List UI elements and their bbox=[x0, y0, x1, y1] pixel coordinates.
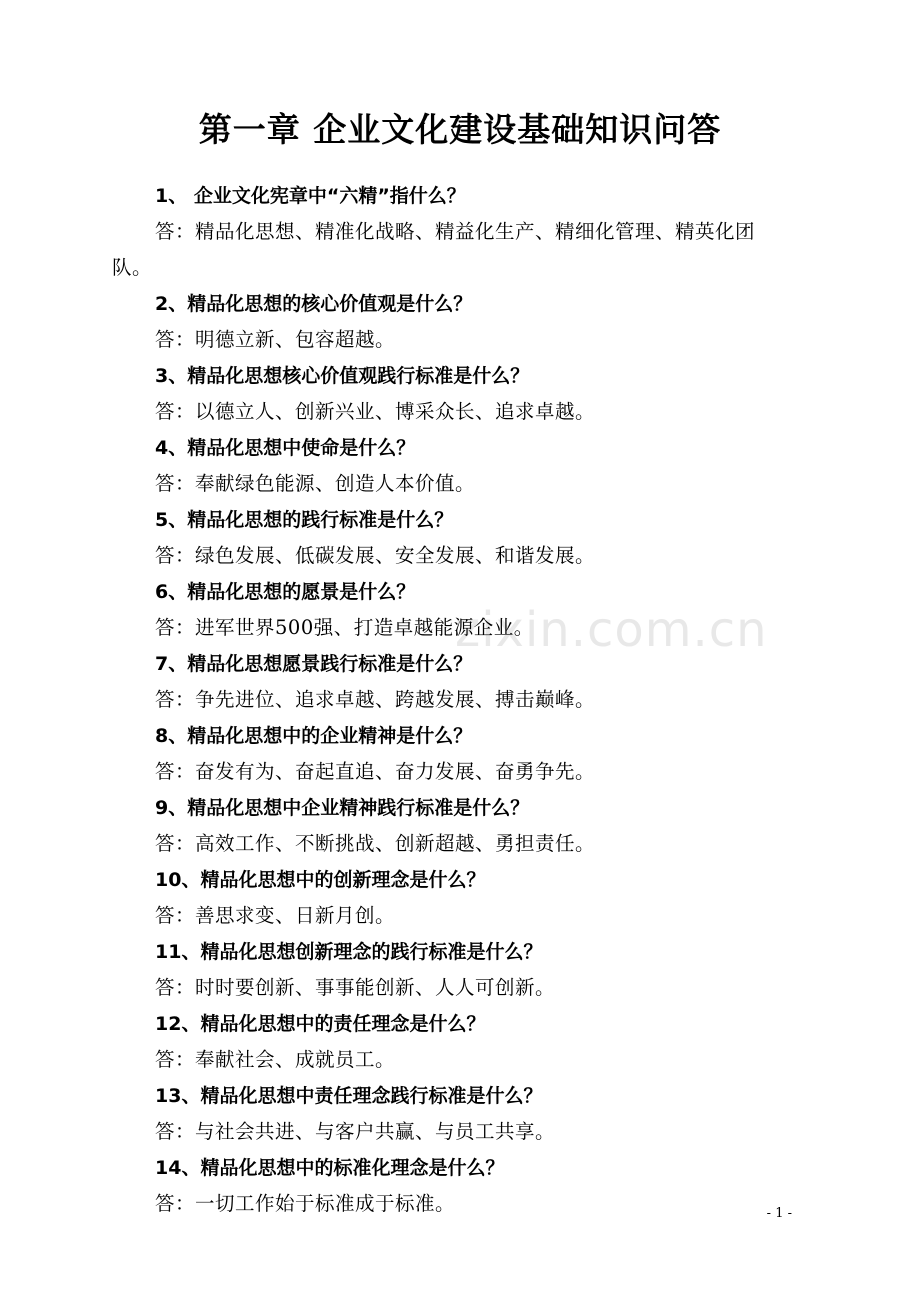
answer-12: 答：奉献社会、成就员工。 bbox=[155, 1048, 396, 1071]
question-11: 11、精品化思想创新理念的践行标准是什么？ bbox=[155, 941, 543, 963]
question-5: 5、精品化思想的践行标准是什么？ bbox=[155, 509, 454, 531]
question-13: 13、精品化思想中责任理念践行标准是什么？ bbox=[155, 1085, 543, 1107]
answer-9: 答：高效工作、不断挑战、创新超越、勇担责任。 bbox=[155, 832, 596, 855]
answer-13: 答：与社会共进、与客户共赢、与员工共享。 bbox=[155, 1120, 556, 1143]
question-4: 4、精品化思想中使命是什么？ bbox=[155, 437, 416, 459]
question-7: 7、精品化思想愿景践行标准是什么？ bbox=[155, 653, 473, 675]
answer-11: 答：时时要创新、事事能创新、人人可创新。 bbox=[155, 976, 556, 999]
answer-6: 答：进军世界500强、打造卓越能源企业。 bbox=[155, 616, 534, 639]
question-10: 10、精品化思想中的创新理念是什么？ bbox=[155, 869, 486, 891]
answer-2: 答：明德立新、包容超越。 bbox=[155, 328, 396, 351]
question-8: 8、精品化思想中的企业精神是什么？ bbox=[155, 725, 473, 747]
answer-1-line-1: 答：精品化思想、精准化战略、精益化生产、精细化管理、精英化团 bbox=[155, 220, 756, 243]
answer-1-line-2: 队。 bbox=[112, 256, 153, 279]
question-2: 2、精品化思想的核心价值观是什么？ bbox=[155, 293, 473, 315]
page-number: - 1 - bbox=[766, 1206, 792, 1221]
answer-3: 答：以德立人、创新兴业、博采众长、追求卓越。 bbox=[155, 400, 596, 423]
answer-14: 答：一切工作始于标准成于标准。 bbox=[155, 1192, 456, 1215]
answer-4: 答：奉献绿色能源、创造人本价值。 bbox=[155, 472, 476, 495]
question-12: 12、精品化思想中的责任理念是什么？ bbox=[155, 1013, 486, 1035]
answer-5: 答：绿色发展、低碳发展、安全发展、和谐发展。 bbox=[155, 544, 596, 567]
answer-7: 答：争先进位、追求卓越、跨越发展、搏击巅峰。 bbox=[155, 688, 596, 711]
question-14: 14、精品化思想中的标准化理念是什么？ bbox=[155, 1157, 505, 1179]
question-1: 1、 企业文化宪章中“六精”指什么？ bbox=[155, 185, 466, 207]
question-9: 9、精品化思想中企业精神践行标准是什么？ bbox=[155, 797, 530, 819]
watermark: zixin.com.cn bbox=[455, 602, 768, 658]
answer-10: 答：善思求变、日新月创。 bbox=[155, 904, 396, 927]
page-title: 第一章 企业文化建设基础知识问答 bbox=[198, 110, 722, 149]
answer-8: 答：奋发有为、奋起直追、奋力发展、奋勇争先。 bbox=[155, 760, 596, 783]
question-6: 6、精品化思想的愿景是什么？ bbox=[155, 581, 416, 603]
qa-list bbox=[0, 178, 920, 1222]
question-3: 3、精品化思想核心价值观践行标准是什么？ bbox=[155, 365, 530, 387]
